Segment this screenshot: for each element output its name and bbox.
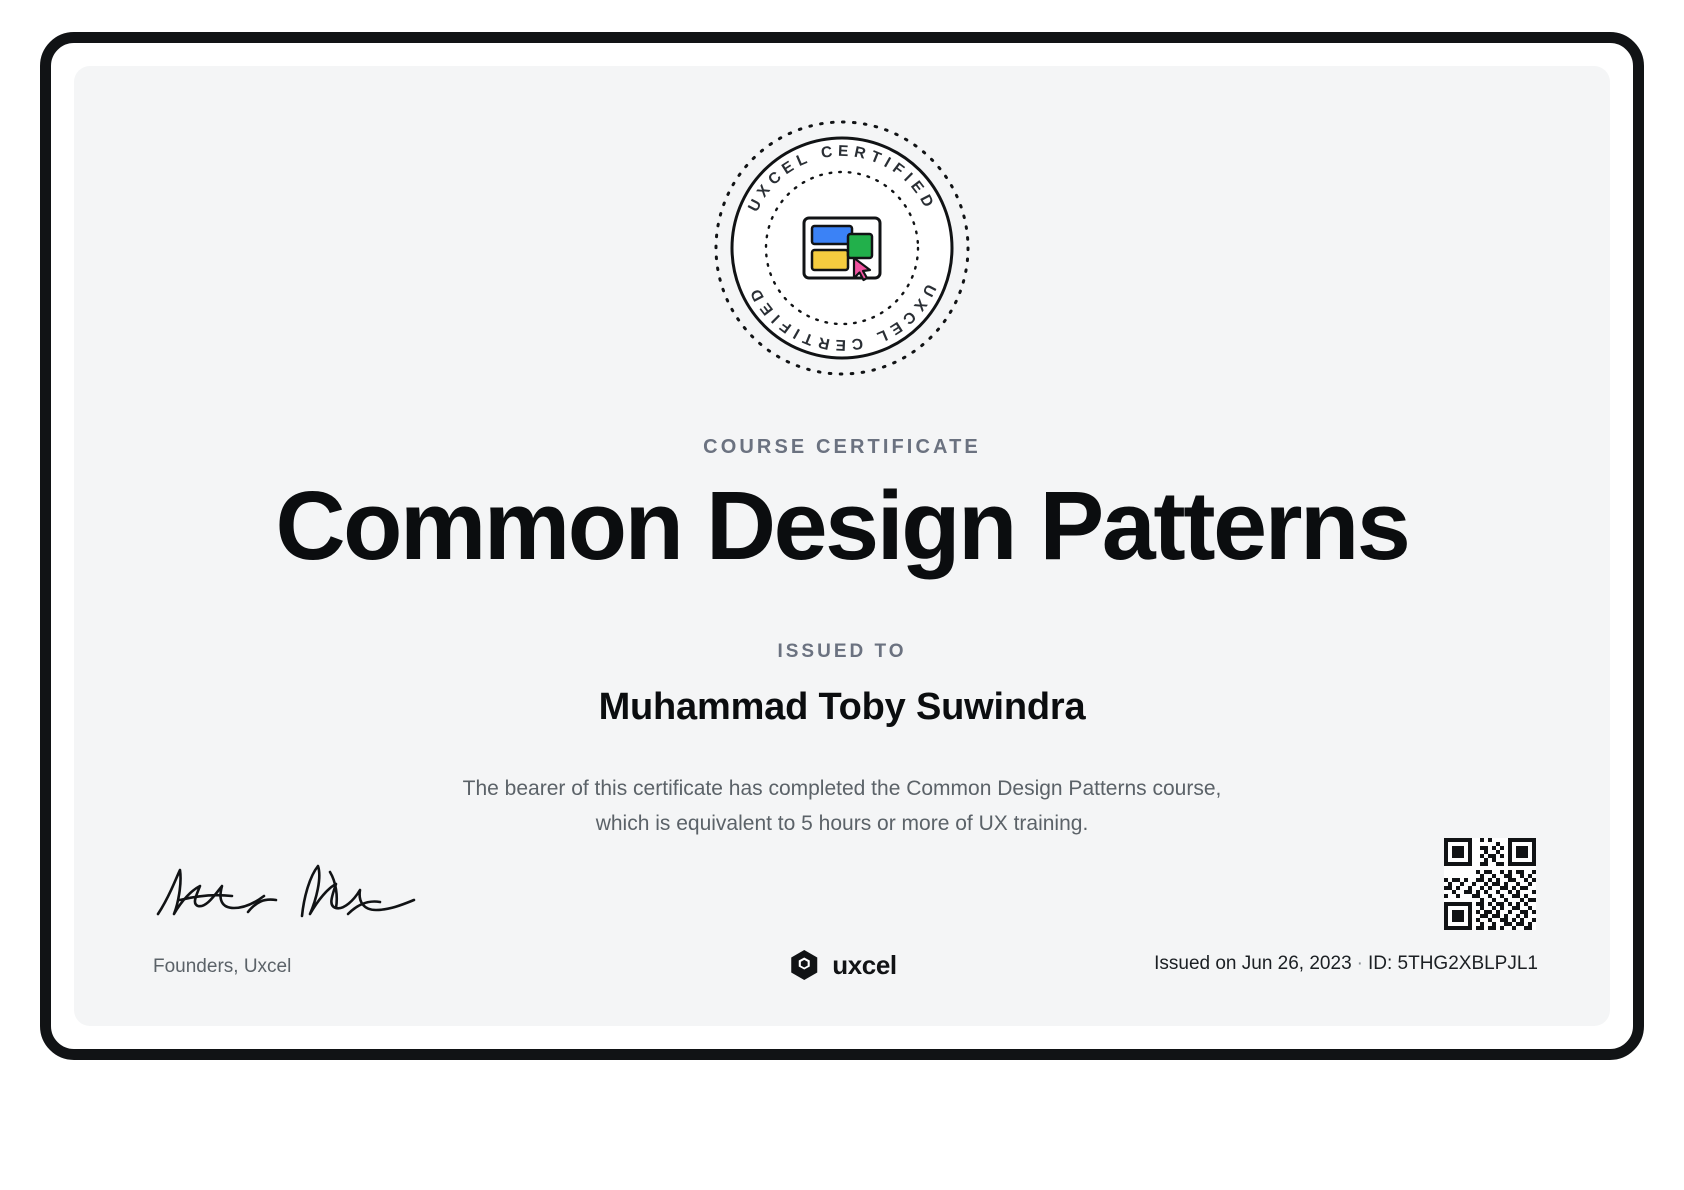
issued-on-date: Issued on Jun 26, 2023 (1154, 953, 1352, 974)
certificate-id: ID: 5THG2XBLPJL1 (1367, 953, 1538, 974)
certificate-description: The bearer of this certificate has completed the Common Design Patterns course, which is equivalent to 5 hours or more of UX training. (462, 777, 1222, 835)
issued-to-label: ISSUED TO (777, 641, 907, 662)
page-title: Common Design Patterns (275, 471, 1409, 580)
issue-info (1154, 953, 1538, 975)
certificate-frame (40, 32, 1644, 1060)
uxcel-window-layout-icon (804, 218, 880, 280)
issue-info-separator: · (1356, 953, 1363, 974)
uxcel-certified-seal (702, 108, 982, 388)
kicker-label: COURSE CERTIFICATE (703, 436, 981, 458)
brand-name: uxcel (832, 949, 897, 980)
recipient-name: Muhammad Toby Suwindra (598, 686, 1086, 728)
uxcel-cube-icon (787, 948, 821, 982)
certificate-panel (74, 66, 1610, 1026)
qr-code[interactable] (1444, 838, 1536, 930)
brand-logo (787, 948, 897, 982)
svg-text:UXCEL CERTIFIED: UXCEL CERTIFIED (745, 281, 939, 354)
signature-caption: Founders, Uxcel (153, 956, 292, 977)
svg-text:UXCEL CERTIFIED: UXCEL CERTIFIED (745, 142, 939, 215)
founder-signatures (152, 856, 452, 936)
